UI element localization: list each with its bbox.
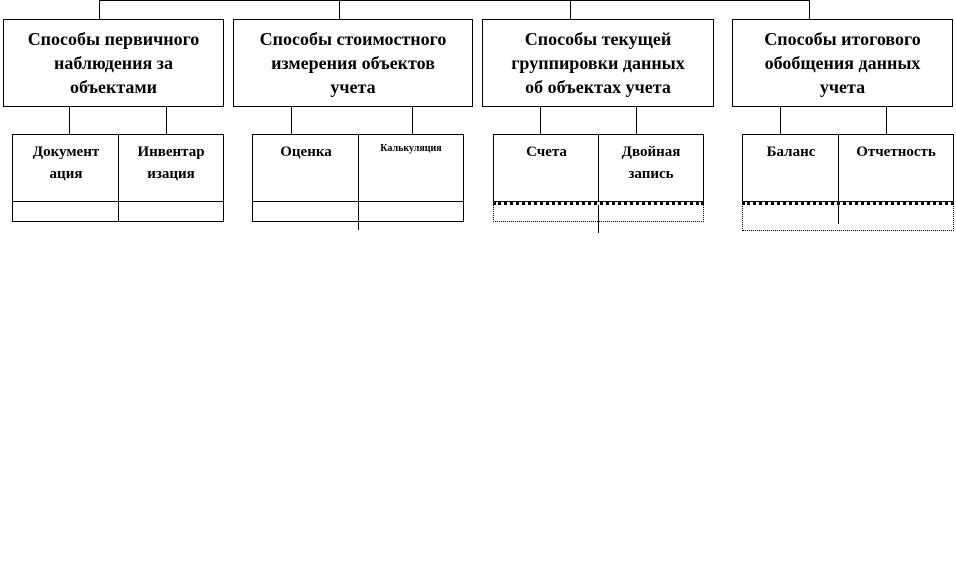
group-3-subtable-footer (493, 202, 704, 222)
group-2-title-box (233, 19, 473, 107)
group-3-subtable (493, 134, 704, 202)
group-4-item-2: Отчетность (856, 144, 936, 160)
group-3-title-box (482, 19, 714, 107)
group-3-connector-a (540, 107, 541, 134)
group-2-subtable (252, 134, 464, 202)
group-3-footer-divider (598, 205, 599, 233)
group-4-subtable (742, 134, 954, 202)
group-1-title-box (3, 19, 224, 107)
group-4-item-1: Баланс (766, 144, 816, 160)
group-1-connector-b (166, 107, 167, 134)
group-1-subtable-footer (12, 202, 224, 222)
group-2-footer-divider (358, 202, 359, 230)
connector-to-group-4 (809, 0, 810, 19)
group-4-footer-divider (838, 205, 839, 224)
group-4-title-box (732, 19, 953, 107)
group-2-connector-a (291, 107, 292, 134)
group-3-item-1: Счета (526, 144, 567, 160)
group-3-connector-b (636, 107, 637, 134)
group-1-subtable (12, 134, 224, 202)
top-connector-bus (99, 0, 810, 1)
group-2-title: Способы стоимостного измерения объектов учета (259, 29, 447, 97)
group-4-connector-a (780, 107, 781, 134)
connector-to-group-2 (339, 0, 340, 19)
group-3-item-2: Двойная запись (621, 144, 681, 182)
connector-to-group-1 (99, 0, 100, 19)
connector-to-group-3 (570, 0, 571, 19)
group-4-title: Способы итогового обобщения данных учета (764, 29, 921, 97)
group-1-title: Способы первичного наблюдения за объектами (27, 29, 200, 97)
group-2-item-2: Калькуляция (380, 143, 442, 154)
group-3-title: Способы текущей группировки данных об объектах учета (511, 29, 685, 97)
group-2-subtable-footer (252, 202, 464, 222)
group-1-item-1: Документ ация (32, 144, 100, 182)
group-2-item-1: Оценка (280, 144, 332, 160)
group-4-connector-b (886, 107, 887, 134)
group-2-connector-b (412, 107, 413, 134)
group-1-connector-a (69, 107, 70, 134)
group-1-footer-divider (118, 202, 119, 221)
group-4-subtable-footer (742, 202, 954, 231)
group-1-item-2: Инвентар изация (137, 144, 205, 182)
